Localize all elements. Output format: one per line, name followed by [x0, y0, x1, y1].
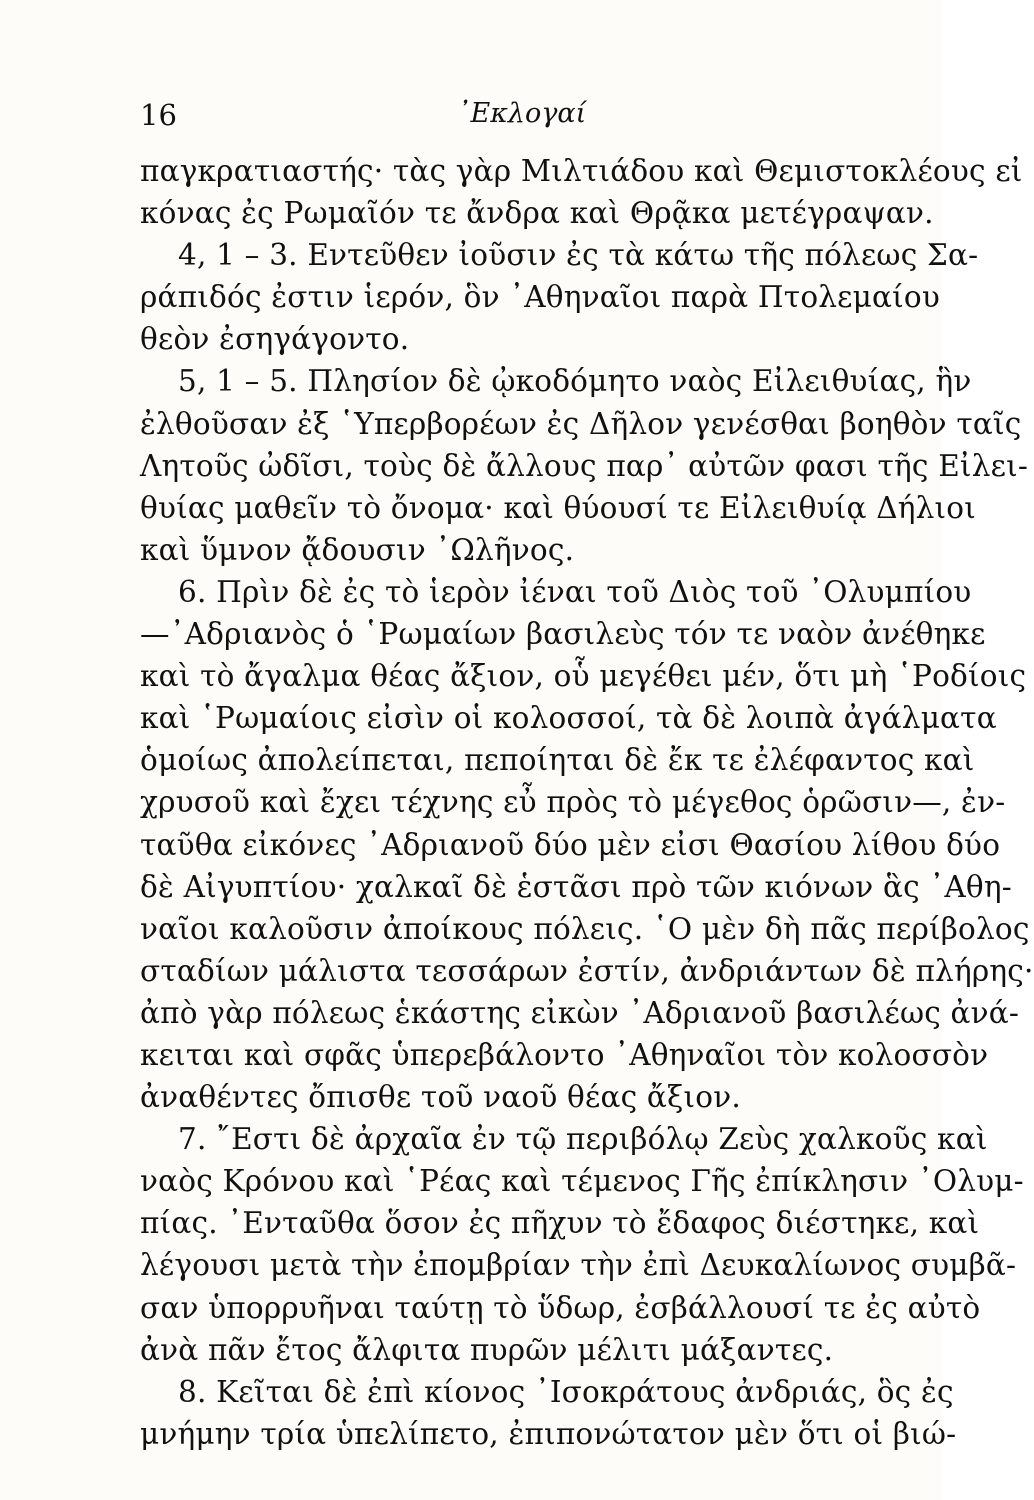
text-line: 4, 1 – 3. Εντεῦθεν ἰοῦσιν ἐς τὰ κάτω τῆς πόλεως Σα- [178, 238, 979, 273]
text-line: —᾿Αδριανὸς ὁ ῾Ρωμαίων βασιλεὺς τόν τε ναὸν ἀνέθηκε [140, 617, 986, 652]
running-head: ᾿Εκλογαί [457, 98, 587, 129]
text-line: ράπιδός ἐστιν ἱερόν, ὃν ᾿Αθηναῖοι παρὰ Πτολεμαίου [140, 280, 941, 315]
text-line: 7. ῎Εστι δὲ ἀρχαῖα ἐν τῷ περιβόλῳ Ζεὺς χαλκοῦς καὶ [178, 1122, 988, 1157]
text-line: παγκρατιαστής· τὰς γὰρ Μιλτιάδου καὶ Θεμιστοκλέους εἰ [140, 154, 1023, 188]
page-number: 16 [140, 98, 177, 132]
text-line: 8. Κεῖται δὲ ἐπὶ κίονος ᾿Ισοκράτους ἀνδριάς, ὃς ἐς [178, 1374, 954, 1409]
text-line: ἀνὰ πᾶν ἔτος ἄλφιτα πυρῶν μέλιτι μάξαντες. [140, 1332, 834, 1367]
text-line: πίας. ᾿Ενταῦθα ὅσον ἐς πῆχυν τὸ ἔδαφος διέστηκε, καὶ [140, 1206, 980, 1241]
text-line: ταῦθα εἰκόνες ᾿Αδριανοῦ δύο μὲν εἰσι Θασίου λίθου δύο [140, 827, 1001, 862]
text-line: κειται καὶ σφᾶς ὑπερεβάλοντο ᾿Αθηναῖοι τὸν κολοσσὸν [140, 1037, 989, 1072]
text-line: μνήμην τρία ὑπελίπετο, ἐπιπονώτατον μὲν ὅτι οἱ βιώ- [140, 1416, 957, 1451]
text-line: ναῖοι καλοῦσιν ἀποίκους πόλεις. ῾Ο μὲν δὴ πᾶς περίβολος [140, 911, 1030, 946]
text-line: κόνας ἐς Ρωμαῖόν τε ἄνδρα καὶ Θρᾷκα μετέγραψαν. [140, 196, 934, 231]
text-line: σταδίων μάλιστα τεσσάρων ἐστίν, ἀνδριάντων δὲ πλήρης· [140, 953, 1034, 988]
text-line: θυίας μαθεῖν τὸ ὄνομα· καὶ θύουσί τε Εἰλειθυίᾳ Δήλιοι [140, 490, 976, 525]
text-line: 5, 1 – 5. Πλησίον δὲ ᾠκοδόμητο ναὸς Εἰλειθυίας, ἣν [178, 364, 972, 399]
text-line: ὁμοίως ἀπολείπεται, πεποίηται δὲ ἔκ τε ἐλέφαντος καὶ [140, 743, 975, 778]
text-line: Λητοῦς ὠδῖσι, τοὺς δὲ ἄλλους παρ᾿ αὐτῶν φασι τῆς Εἰλει- [140, 448, 1029, 483]
text-line: χρυσοῦ καὶ ἔχει τέχνης εὖ πρὸς τὸ μέγεθος ὁρῶσιν—, ἐν- [140, 785, 1006, 820]
text-line: καὶ ῾Ρωμαίοις εἰσὶν οἱ κολοσσοί, τὰ δὲ λοιπὰ ἀγάλματα [140, 701, 997, 736]
text-line: ναὸς Κρόνου καὶ ῾Ρέας καὶ τέμενος Γῆς ἐπίκλησιν ᾿Ολυμ- [140, 1164, 1024, 1199]
text-line: ἐλθοῦσαν ἐξ ῾Υπερβορέων ἐς Δῆλον γενέσθαι βοηθὸν ταῖς [140, 406, 1022, 441]
text-line: 6. Πρὶν δὲ ἐς τὸ ἱερὸν ἰέναι τοῦ Διὸς τοῦ ᾿Ολυμπίου [178, 574, 972, 609]
text-line: λέγουσι μετὰ τὴν ἐπομβρίαν τὴν ἐπὶ Δευκαλίωνος συμβᾶ- [140, 1248, 1017, 1283]
text-line: καὶ ὕμνον ᾄδουσιν ᾿Ωλῆνος. [140, 532, 575, 567]
text-line: καὶ τὸ ἄγαλμα θέας ἄξιον, οὗ μεγέθει μέν, ὅτι μὴ ῾Ροδίοις [140, 659, 1027, 694]
text-line: σαν ὑπορρυῆναι ταύτῃ τὸ ὕδωρ, ἐσβάλλουσί τε ἐς αὐτὸ [140, 1290, 981, 1325]
text-line: ἀπὸ γὰρ πόλεως ἑκάστης εἰκὼν ᾿Αδριανοῦ βασιλέως ἀνά- [140, 995, 1020, 1030]
body-text [140, 150, 1034, 1455]
text-line: δὲ Αἰγυπτίου· χαλκαῖ δὲ ἑστᾶσι πρὸ τῶν κιόνων ἃς ᾿Αθη- [140, 869, 1012, 904]
text-line: θεὸν ἐσηγάγοντο. [140, 322, 410, 357]
text-line: ἀναθέντες ὄπισθε τοῦ ναοῦ θέας ἄξιον. [140, 1080, 741, 1115]
page-header [140, 98, 882, 138]
